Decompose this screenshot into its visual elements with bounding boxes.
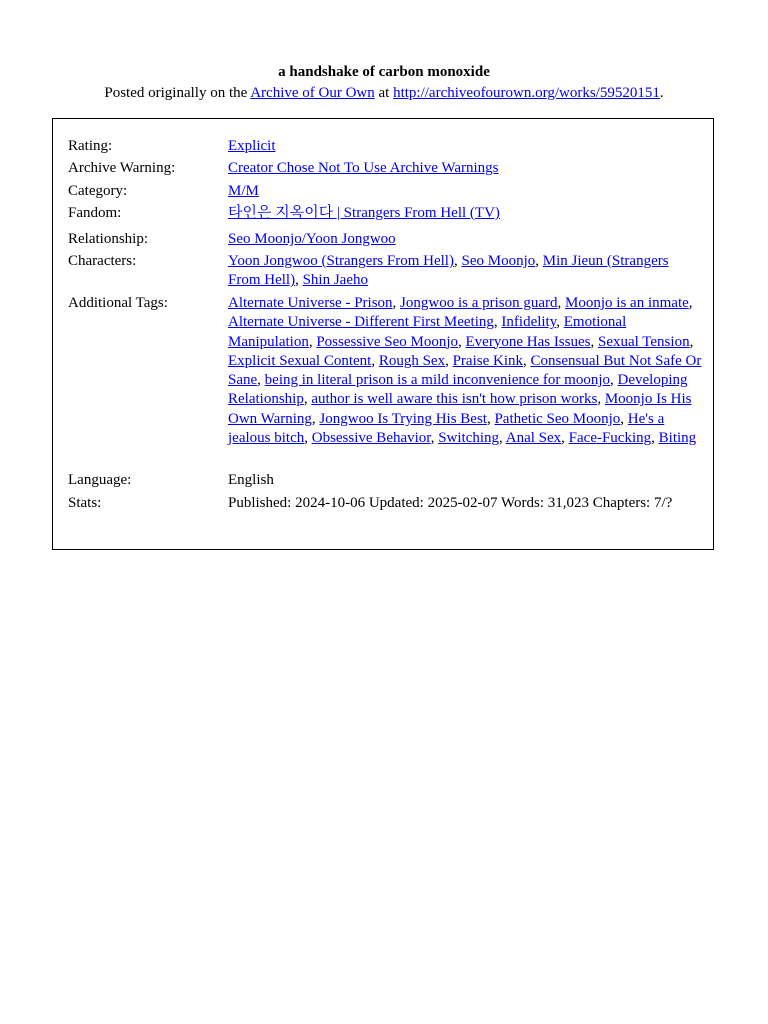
tag-link[interactable]: Sexual Tension: [597, 333, 690, 350]
tag-link[interactable]: Face-Fucking: [568, 430, 652, 447]
archive-link[interactable]: Archive of Our Own: [250, 85, 375, 101]
tag-link[interactable]: Possessive Seo Moonjo: [316, 333, 459, 350]
tags-list: Alternate Universe - Prison, Jongwoo is a prison guard, Moonjo is an inmate, Alternate Universe - Different First Meeting, Infidelity, Emotional Manipulation, Possessive Seo Moonjo, Everyone Has Issues, Sexual Tension, Explicit Sexual Content, Rough Sex, Praise Kink, Consensual But Not Safe Or Sane, being in literal prison is a mild inconvenience for moonjo, Developing Relationship, author is well aware this isn't how prison works, Moonjo Is His Own Warning, Jongwoo Is Trying His Best, Pathetic Seo Moonjo, He's a jealous bitch, Obsessive Behavior, Switching, Anal Sex, Face-Fucking, Biting: [228, 295, 702, 447]
tag-link[interactable]: Infidelity: [501, 314, 557, 331]
stats-label: Stats:: [68, 495, 102, 511]
at-text: at: [374, 85, 394, 101]
rating-link[interactable]: Explicit: [228, 138, 276, 154]
language-label: Language:: [68, 472, 132, 488]
fandom-link[interactable]: 타인은 지옥이다 | Strangers From Hell (TV): [228, 205, 500, 221]
category-link[interactable]: M/M: [228, 183, 259, 199]
tag-link[interactable]: Obsessive Behavior: [311, 430, 431, 447]
warning-label: Archive Warning:: [68, 160, 176, 176]
relationship-label: Relationship:: [68, 231, 148, 247]
tag-link[interactable]: Switching: [438, 430, 500, 447]
relationship-link[interactable]: Seo Moonjo/Yoon Jongwoo: [228, 231, 396, 247]
characters-list: Yoon Jongwoo (Strangers From Hell), Seo Moonjo, Min Jieun (Strangers From Hell), Shin Jaeho: [228, 253, 669, 289]
tag-link[interactable]: Praise Kink: [452, 352, 524, 369]
character-link[interactable]: Shin Jaeho: [302, 272, 368, 289]
tag-link[interactable]: Consensual But Not Safe Or Sane: [228, 352, 702, 389]
work-title: a handshake of carbon monoxide: [278, 64, 490, 80]
tag-link[interactable]: Emotional Manipulation: [228, 314, 627, 350]
warning-link[interactable]: Creator Chose Not To Use Archive Warnings: [228, 160, 499, 176]
end-period: .: [659, 85, 664, 101]
tag-link[interactable]: Jongwoo Is Trying His Best: [319, 410, 487, 427]
tag-link[interactable]: He's a jealous bitch: [228, 410, 665, 447]
metadata-box: [52, 118, 714, 550]
tag-link[interactable]: Anal Sex: [505, 430, 562, 447]
tag-link[interactable]: Moonjo Is His Own Warning: [228, 391, 692, 427]
character-link[interactable]: Seo Moonjo: [461, 253, 536, 269]
tag-link[interactable]: Alternate Universe - Different First Meeting: [228, 314, 494, 331]
tag-link[interactable]: Biting: [658, 430, 697, 447]
tag-link[interactable]: author is well aware this isn't how prison works: [311, 391, 598, 408]
tag-link[interactable]: being in literal prison is a mild inconvenience for moonjo: [264, 372, 611, 389]
tag-link[interactable]: Explicit Sexual Content: [228, 352, 372, 369]
posted-line: [0, 83, 768, 103]
work-header: [0, 62, 768, 103]
tag-link[interactable]: Jongwoo is a prison guard: [400, 295, 558, 311]
character-link[interactable]: Yoon Jongwoo (Strangers From Hell): [228, 253, 454, 269]
language-value: English: [228, 472, 274, 488]
tag-link[interactable]: Everyone Has Issues: [465, 333, 591, 350]
work-url-link[interactable]: http://archiveofourown.org/works/59520151: [393, 85, 660, 101]
rating-label: Rating:: [68, 138, 113, 154]
posted-prefix: Posted originally on the: [104, 85, 251, 101]
stats-value: Published: 2024-10-06 Updated: 2025-02-07 Words: 31,023 Chapters: 7/?: [228, 495, 673, 511]
category-label: Category:: [68, 183, 128, 199]
fandom-label: Fandom:: [68, 205, 122, 221]
tag-link[interactable]: Alternate Universe - Prison: [228, 295, 393, 311]
characters-label: Characters:: [68, 253, 137, 269]
character-link[interactable]: Min Jieun (Strangers From Hell): [228, 253, 669, 289]
tag-link[interactable]: Pathetic Seo Moonjo: [494, 410, 621, 427]
tags-label: Additional Tags:: [68, 295, 168, 311]
tag-link[interactable]: Developing Relationship: [228, 372, 688, 408]
tag-link[interactable]: Rough Sex: [378, 352, 446, 369]
tag-link[interactable]: Moonjo is an inmate: [565, 295, 689, 311]
